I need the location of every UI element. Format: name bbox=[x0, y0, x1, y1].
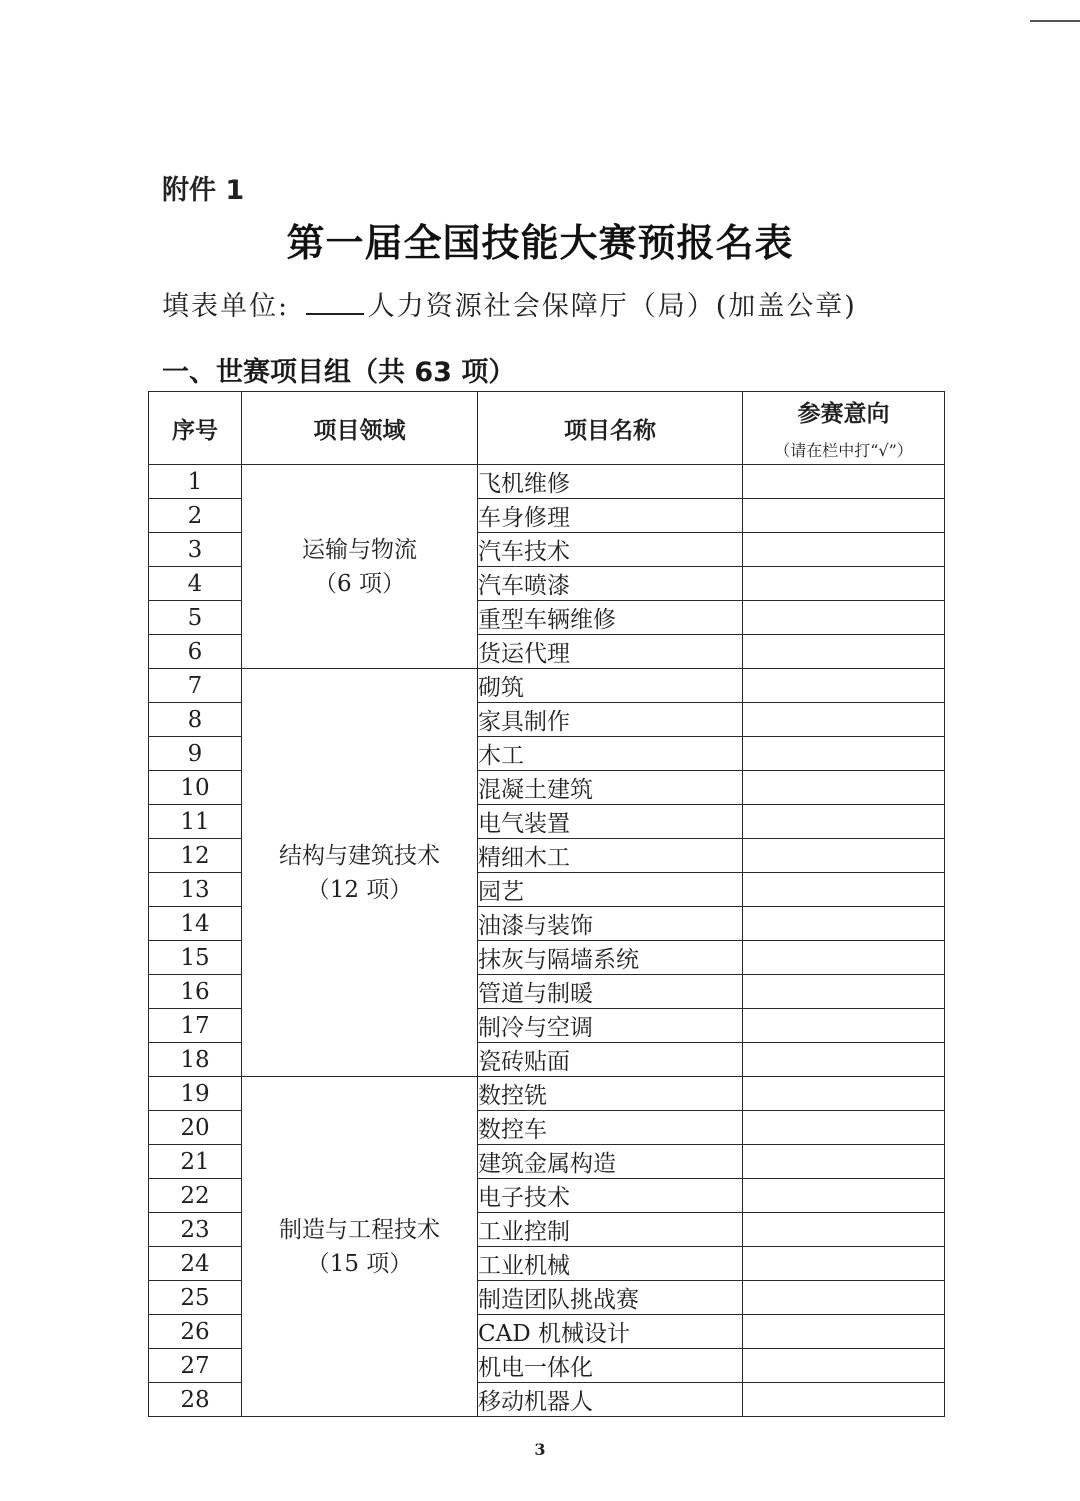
intent-checkbox-cell[interactable] bbox=[743, 975, 945, 1009]
page-number: 3 bbox=[534, 1440, 546, 1459]
intent-checkbox-cell[interactable] bbox=[743, 873, 945, 907]
row-index: 24 bbox=[149, 1247, 242, 1281]
project-name: 混凝土建筑 bbox=[478, 771, 743, 805]
intent-checkbox-cell[interactable] bbox=[743, 907, 945, 941]
row-index: 4 bbox=[149, 567, 242, 601]
project-name: 汽车喷漆 bbox=[478, 567, 743, 601]
header-intent-label: 参赛意向 bbox=[797, 401, 890, 427]
row-index: 13 bbox=[149, 873, 242, 907]
intent-checkbox-cell[interactable] bbox=[743, 1145, 945, 1179]
row-index: 23 bbox=[149, 1213, 242, 1247]
field-count: （6 项） bbox=[314, 570, 405, 597]
intent-checkbox-cell[interactable] bbox=[743, 1179, 945, 1213]
field-name: 制造与工程技术 bbox=[279, 1216, 440, 1243]
row-index: 17 bbox=[149, 1009, 242, 1043]
header-index: 序号 bbox=[149, 392, 242, 465]
row-index: 21 bbox=[149, 1145, 242, 1179]
row-index: 8 bbox=[149, 703, 242, 737]
row-index: 25 bbox=[149, 1281, 242, 1315]
intent-checkbox-cell[interactable] bbox=[743, 805, 945, 839]
row-index: 6 bbox=[149, 635, 242, 669]
filling-unit-label: 填表单位: bbox=[162, 291, 290, 322]
intent-checkbox-cell[interactable] bbox=[743, 1043, 945, 1077]
table-row bbox=[149, 669, 945, 703]
intent-checkbox-cell[interactable] bbox=[743, 601, 945, 635]
table-body bbox=[149, 465, 945, 1417]
project-name: 电子技术 bbox=[478, 1179, 743, 1213]
header-field: 项目领域 bbox=[242, 392, 478, 465]
intent-checkbox-cell[interactable] bbox=[743, 1111, 945, 1145]
project-name: 管道与制暖 bbox=[478, 975, 743, 1009]
intent-checkbox-cell[interactable] bbox=[743, 499, 945, 533]
filling-unit-line bbox=[162, 284, 857, 323]
filling-unit-blank[interactable] bbox=[306, 291, 364, 315]
field-cell bbox=[242, 1077, 478, 1417]
field-count: （12 项） bbox=[306, 876, 413, 903]
field-count: （15 项） bbox=[306, 1250, 413, 1277]
field-name: 结构与建筑技术 bbox=[279, 842, 440, 869]
table-header-row bbox=[149, 392, 945, 465]
field-cell bbox=[242, 669, 478, 1077]
intent-checkbox-cell[interactable] bbox=[743, 465, 945, 499]
project-name: 工业控制 bbox=[478, 1213, 743, 1247]
row-index: 18 bbox=[149, 1043, 242, 1077]
project-name: 制造团队挑战赛 bbox=[478, 1281, 743, 1315]
intent-checkbox-cell[interactable] bbox=[743, 1315, 945, 1349]
intent-checkbox-cell[interactable] bbox=[743, 839, 945, 873]
row-index: 14 bbox=[149, 907, 242, 941]
row-index: 1 bbox=[149, 465, 242, 499]
scan-edge-mark bbox=[1030, 20, 1080, 22]
header-intent-note: （请在栏中打“√”） bbox=[774, 441, 913, 460]
row-index: 19 bbox=[149, 1077, 242, 1111]
row-index: 26 bbox=[149, 1315, 242, 1349]
table-row bbox=[149, 465, 945, 499]
project-name: 数控铣 bbox=[478, 1077, 743, 1111]
field-cell bbox=[242, 465, 478, 669]
row-index: 20 bbox=[149, 1111, 242, 1145]
table-row bbox=[149, 1077, 945, 1111]
row-index: 10 bbox=[149, 771, 242, 805]
intent-checkbox-cell[interactable] bbox=[743, 1281, 945, 1315]
row-index: 11 bbox=[149, 805, 242, 839]
row-index: 5 bbox=[149, 601, 242, 635]
intent-checkbox-cell[interactable] bbox=[743, 771, 945, 805]
intent-checkbox-cell[interactable] bbox=[743, 1247, 945, 1281]
intent-checkbox-cell[interactable] bbox=[743, 567, 945, 601]
intent-checkbox-cell[interactable] bbox=[743, 669, 945, 703]
project-name: 机电一体化 bbox=[478, 1349, 743, 1383]
header-name: 项目名称 bbox=[478, 392, 743, 465]
intent-checkbox-cell[interactable] bbox=[743, 1349, 945, 1383]
row-index: 27 bbox=[149, 1349, 242, 1383]
project-name: 精细木工 bbox=[478, 839, 743, 873]
project-name: 工业机械 bbox=[478, 1247, 743, 1281]
project-name: 家具制作 bbox=[478, 703, 743, 737]
project-name: 汽车技术 bbox=[478, 533, 743, 567]
intent-checkbox-cell[interactable] bbox=[743, 1077, 945, 1111]
project-name: 瓷砖贴面 bbox=[478, 1043, 743, 1077]
project-name: 重型车辆维修 bbox=[478, 601, 743, 635]
row-index: 15 bbox=[149, 941, 242, 975]
intent-checkbox-cell[interactable] bbox=[743, 1213, 945, 1247]
intent-checkbox-cell[interactable] bbox=[743, 635, 945, 669]
project-name: 油漆与装饰 bbox=[478, 907, 743, 941]
form-title: 第一届全国技能大赛预报名表 bbox=[286, 221, 794, 265]
project-name: 数控车 bbox=[478, 1111, 743, 1145]
intent-checkbox-cell[interactable] bbox=[743, 533, 945, 567]
registration-table bbox=[148, 391, 945, 1417]
intent-checkbox-cell[interactable] bbox=[743, 1009, 945, 1043]
project-name: 园艺 bbox=[478, 873, 743, 907]
row-index: 22 bbox=[149, 1179, 242, 1213]
row-index: 2 bbox=[149, 499, 242, 533]
project-name: 制冷与空调 bbox=[478, 1009, 743, 1043]
project-name: 货运代理 bbox=[478, 635, 743, 669]
project-name: 木工 bbox=[478, 737, 743, 771]
project-name: 建筑金属构造 bbox=[478, 1145, 743, 1179]
row-index: 28 bbox=[149, 1383, 242, 1417]
intent-checkbox-cell[interactable] bbox=[743, 703, 945, 737]
row-index: 16 bbox=[149, 975, 242, 1009]
intent-checkbox-cell[interactable] bbox=[743, 1383, 945, 1417]
row-index: 9 bbox=[149, 737, 242, 771]
attachment-label: 附件 1 bbox=[162, 175, 245, 206]
header-intent bbox=[743, 392, 945, 465]
filling-unit-text: 人力资源社会保障厅（局）(加盖公章) bbox=[367, 291, 857, 322]
project-name: 电气装置 bbox=[478, 805, 743, 839]
row-index: 7 bbox=[149, 669, 242, 703]
project-name: CAD 机械设计 bbox=[478, 1315, 743, 1349]
intent-checkbox-cell[interactable] bbox=[743, 941, 945, 975]
field-name: 运输与物流 bbox=[302, 536, 417, 563]
project-name: 飞机维修 bbox=[478, 465, 743, 499]
row-index: 12 bbox=[149, 839, 242, 873]
row-index: 3 bbox=[149, 533, 242, 567]
project-name: 砌筑 bbox=[478, 669, 743, 703]
intent-checkbox-cell[interactable] bbox=[743, 737, 945, 771]
project-name: 车身修理 bbox=[478, 499, 743, 533]
section-heading: 一、世赛项目组（共 63 项） bbox=[162, 357, 516, 388]
project-name: 移动机器人 bbox=[478, 1383, 743, 1417]
project-name: 抹灰与隔墙系统 bbox=[478, 941, 743, 975]
